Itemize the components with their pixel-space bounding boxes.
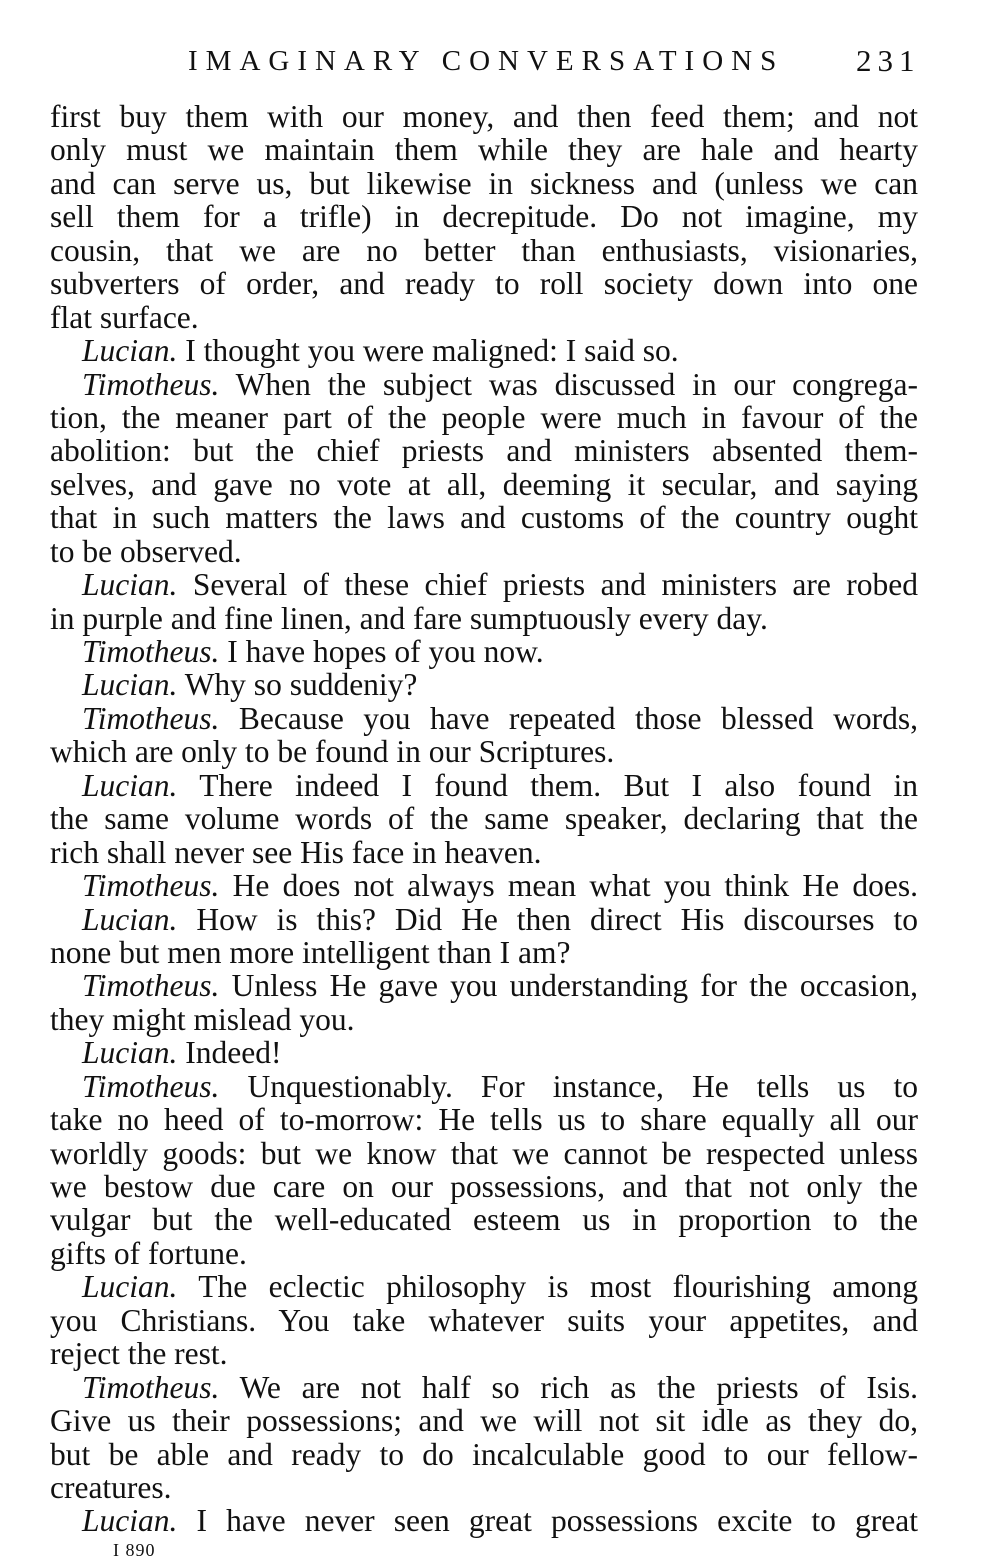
line-text: Because you have repeated those blessed words, bbox=[238, 700, 918, 736]
line-text: How is this? Did He then direct His discourses to bbox=[196, 901, 918, 937]
page-body-text bbox=[50, 100, 918, 1538]
text-line: we bestow due care on our possessions, and that not only the bbox=[50, 1169, 918, 1204]
text-line bbox=[50, 869, 918, 902]
running-head-title: IMAGINARY CONVERSATIONS bbox=[188, 45, 785, 77]
signature-mark: I 890 bbox=[113, 1540, 156, 1560]
text-line bbox=[50, 1270, 918, 1303]
text-line bbox=[50, 334, 918, 367]
line-text: I have never seen great possessions excite to great bbox=[196, 1503, 918, 1539]
speaker-name: Timotheus. bbox=[82, 1068, 220, 1104]
text-line: abolition: but the chief priests and ministers absented them- bbox=[50, 433, 918, 469]
speaker-name: Timotheus. bbox=[82, 1369, 220, 1405]
line-text: He does not always mean what you think He does. bbox=[232, 868, 918, 904]
line-text: I thought you were maligned: I said so. bbox=[185, 333, 679, 369]
text-line: in purple and fine linen, and fare sumptuously every day. bbox=[50, 600, 768, 636]
text-line: none but men more intelligent than I am? bbox=[50, 934, 571, 970]
speaker-name: Lucian. bbox=[82, 1269, 178, 1305]
text-line bbox=[50, 903, 918, 936]
text-line: cousin, that we are no better than enthusiasts, visionaries, bbox=[50, 232, 918, 268]
text-line: subverters of order, and ready to roll society down into one bbox=[50, 266, 918, 302]
text-line: you Christians. You take whatever suits your appetites, and bbox=[50, 1302, 918, 1338]
line-text: Indeed! bbox=[185, 1035, 282, 1071]
text-line: and can serve us, but likewise in sickness and (unless we can bbox=[50, 165, 918, 201]
speaker-name: Timotheus. bbox=[82, 366, 220, 402]
text-line: gifts of fortune. bbox=[50, 1235, 247, 1271]
speaker-name: Timotheus. bbox=[82, 968, 220, 1004]
text-line bbox=[50, 1371, 918, 1404]
speaker-name: Lucian. bbox=[82, 667, 178, 703]
speaker-name: Lucian. bbox=[82, 767, 178, 803]
text-line: creatures. bbox=[50, 1469, 172, 1505]
line-text: When the subject was discussed in our congrega- bbox=[235, 366, 919, 402]
line-text: There indeed I found them. But I also found in bbox=[199, 767, 919, 803]
text-line bbox=[50, 769, 918, 802]
text-line: first buy them with our money, and then feed them; and not bbox=[50, 99, 918, 134]
text-line: tion, the meaner part of the people were much in favour of the bbox=[50, 399, 918, 435]
speaker-name: Lucian. bbox=[82, 901, 178, 937]
line-text: Several of these chief priests and ministers are robed bbox=[192, 567, 919, 603]
text-line bbox=[50, 368, 918, 401]
text-line: selves, and gave no vote at all, deeming it secular, and saying bbox=[50, 466, 918, 502]
text-line: reject the rest. bbox=[50, 1336, 228, 1372]
text-line: rich shall never see His face in heaven. bbox=[50, 834, 542, 870]
text-line bbox=[50, 1036, 918, 1069]
line-text: The eclectic philosophy is most flourishing among bbox=[198, 1269, 918, 1305]
text-line bbox=[50, 635, 918, 668]
text-line bbox=[50, 568, 918, 601]
speaker-name: Timotheus. bbox=[82, 700, 220, 736]
text-line bbox=[50, 969, 918, 1002]
speaker-name: Lucian. bbox=[82, 1035, 178, 1071]
text-line bbox=[50, 1070, 918, 1103]
line-text: We are not half so rich as the priests of Isis. bbox=[239, 1369, 918, 1405]
text-line bbox=[50, 1504, 918, 1537]
text-line: that in such matters the laws and customs of the country ought bbox=[50, 500, 918, 536]
speaker-name: Timotheus. bbox=[82, 634, 220, 669]
text-line: they might mislead you. bbox=[50, 1001, 355, 1037]
speaker-name: Lucian. bbox=[82, 333, 178, 369]
speaker-name: Lucian. bbox=[82, 567, 178, 603]
text-line: flat surface. bbox=[50, 299, 199, 335]
text-line: Give us their possessions; and we will not sit idle as they do, bbox=[50, 1403, 918, 1439]
text-line bbox=[50, 702, 918, 735]
line-text: Why so suddeniy? bbox=[184, 667, 418, 703]
text-line: the same volume words of the same speaker, declaring that the bbox=[50, 801, 918, 837]
text-line: only must we maintain them while they are hale and hearty bbox=[50, 132, 918, 168]
line-text: I have hopes of you now. bbox=[227, 634, 544, 669]
text-line bbox=[50, 668, 918, 701]
text-line: vulgar but the well-educated esteem us in proportion to the bbox=[50, 1202, 918, 1238]
speaker-name: Timotheus. bbox=[82, 868, 220, 904]
page-number: 231 bbox=[856, 43, 921, 78]
speaker-name: Lucian. bbox=[82, 1503, 178, 1539]
text-line: to be observed. bbox=[50, 533, 242, 569]
text-line: sell them for a trifle) in decrepitude. Do not imagine, my bbox=[50, 199, 918, 235]
text-line: but be able and ready to do incalculable good to our fellow- bbox=[50, 1436, 918, 1472]
line-text: Unless He gave you understanding for the occasion, bbox=[231, 968, 919, 1004]
text-line: which are only to be found in our Scriptures. bbox=[50, 734, 615, 770]
text-line: worldly goods: but we know that we cannot be respected unless bbox=[50, 1135, 918, 1171]
text-line: take no heed of to-morrow: He tells us to share equally all our bbox=[50, 1102, 918, 1138]
line-text: Unquestionably. For instance, He tells us to bbox=[247, 1068, 918, 1104]
